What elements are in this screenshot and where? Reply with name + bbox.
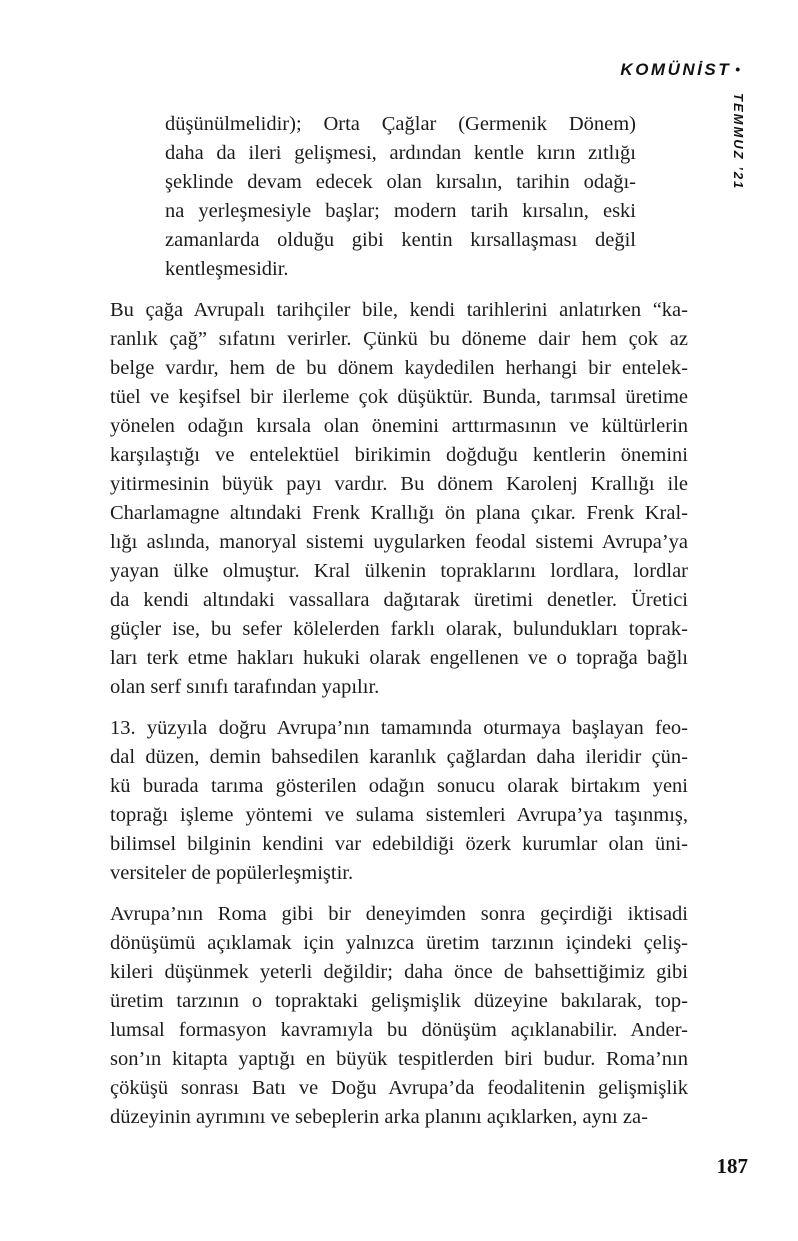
magazine-header xyxy=(620,60,740,80)
text-line: bilimsel bilginin kendini var edebildiği özerk kurumlar olan üni- xyxy=(110,833,688,855)
text-line: yitirmesinin büyük payı vardır. Bu dönem Karolenj Krallığı ile xyxy=(110,473,688,495)
text-line: Avrupa’nın Roma gibi bir deneyimden sonra geçirdiği iktisadi xyxy=(110,903,688,925)
text-line: kentleşmesidir. xyxy=(165,258,289,280)
text-line: yönelen odağın kırsala olan önemini arttırmasının ve kültürlerin xyxy=(110,415,688,437)
text-line: tüel ve keşifsel bir ilerleme çok düşüktür. Bunda, tarımsal üretime xyxy=(110,386,688,408)
text-line: şeklinde devam edecek olan kırsalın, tarihin odağı- xyxy=(165,171,636,193)
paragraphs xyxy=(110,296,688,1132)
text-line: lığı aslında, manoryal sistemi uygularken feodal sistemi Avrupa’ya xyxy=(110,531,688,553)
text-line: zamanlarda olduğu gibi kentin kırsallaşması değil xyxy=(165,229,636,251)
text-line: olan serf sınıfı tarafından yapılır. xyxy=(110,676,380,698)
blockquote xyxy=(110,110,688,284)
text-line: güçler ise, bu sefer kölelerden farklı olarak, bulundukları toprak- xyxy=(110,618,688,640)
text-line: ranlık çağ” sıfatını verirler. Çünkü bu döneme dair hem çok az xyxy=(110,328,688,350)
text-line: na yerleşmesiyle başlar; modern tarih kırsalın, eski xyxy=(165,200,636,222)
text-line: düzeyinin ayrımını ve sebeplerin arka planını açıklarken, aynı za- xyxy=(110,1106,648,1128)
text-line: dal düzen, demin bahsedilen karanlık çağlardan daha ileridir çün- xyxy=(110,746,688,768)
text-line: belge vardır, hem de bu dönem kaydedilen herhangi bir entelek- xyxy=(110,357,688,379)
text-line: son’ın kitapta yaptığı en büyük tespitlerden biri budur. Roma’nın xyxy=(110,1048,688,1070)
text-line: kileri düşünmek yeterli değildir; daha önce de bahsettiğimiz gibi xyxy=(110,961,688,983)
text-line: yayan ülke olmuştur. Kral ülkenin topraklarını lordlara, lordlar xyxy=(110,560,688,582)
text-line: kü burada tarıma gösterilen odağın sonucu olarak birtakım yeni xyxy=(110,775,688,797)
text-line: da kendi altındaki vassallara dağıtarak üretimi denetler. Üretici xyxy=(110,589,688,611)
paragraph xyxy=(110,296,688,702)
text-line: karşılaştığı ve entelektüel birikimin doğduğu kentlerin önemini xyxy=(110,444,688,466)
paragraph xyxy=(110,714,688,888)
text-line: lumsal formasyon kavramıyla bu dönüşüm açıklanabilir. Ander- xyxy=(110,1019,688,1041)
text-line: ları terk etme hakları hukuki olarak engellenen ve o toprağa bağlı xyxy=(110,647,688,669)
text-line: versiteler de popülerleşmiştir. xyxy=(110,862,354,884)
text-line: düşünülmelidir); Orta Çağlar (Germenik Dönem) xyxy=(165,113,636,135)
text-line: toprağı işleme yöntemi ve sulama sistemleri Avrupa’ya taşınmış, xyxy=(110,804,688,826)
magazine-title: KOMÜNİST xyxy=(620,60,732,79)
text-line: Charlamagne altındaki Frenk Krallığı ön plana çıkar. Frenk Kral- xyxy=(110,502,688,524)
text-line: daha da ileri gelişmesi, ardından kentle kırın zıtlığı xyxy=(165,142,636,164)
text-line: çöküşü sonrası Batı ve Doğu Avrupa’da feodalitenin gelişmişlik xyxy=(110,1077,688,1099)
issue-label-vertical: TEMMUZ ’21 xyxy=(731,93,746,191)
text-line: 13. yüzyıla doğru Avrupa’nın tamamında oturmaya başlayan feo- xyxy=(110,717,688,739)
page-number: 187 xyxy=(716,1154,748,1178)
text-line: dönüşümü açıklamak için yalnızca üretim tarzının içindeki çeliş- xyxy=(110,932,688,954)
body-text-column xyxy=(110,110,688,1144)
text-line: üretim tarzının o topraktaki gelişmişlik düzeyine bakılarak, top- xyxy=(110,990,688,1012)
text-line: Bu çağa Avrupalı tarihçiler bile, kendi tarihlerini anlatırken “ka- xyxy=(110,299,688,321)
paragraph xyxy=(110,900,688,1132)
header-bullet-icon: • xyxy=(735,61,740,77)
